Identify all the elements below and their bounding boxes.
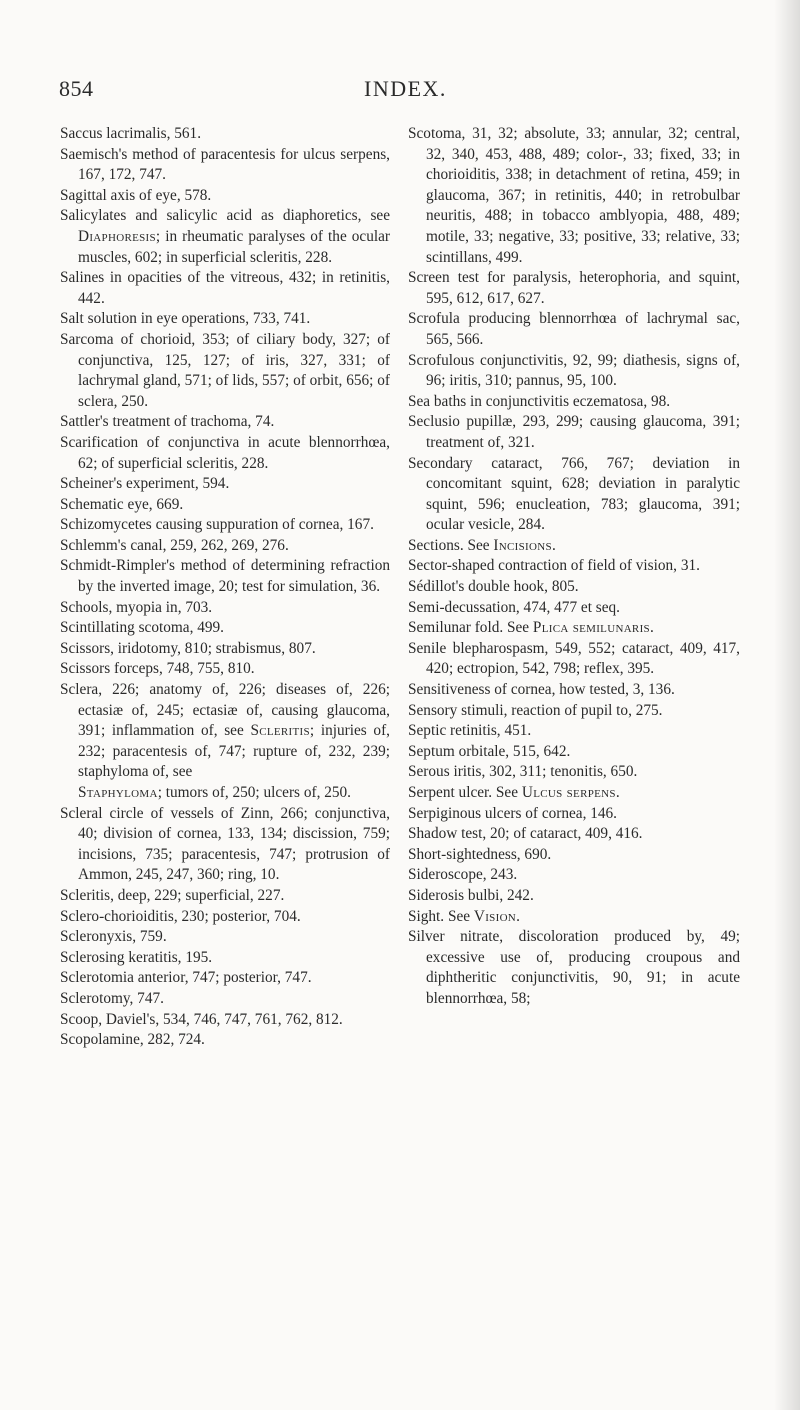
index-entry — [60, 1030, 390, 1051]
page-edge-shadow — [774, 0, 800, 1410]
entry-text: Sclerosing keratitis, 195. — [60, 948, 213, 966]
entry-text: Semi-decussation, 474, 477 et seq. — [408, 598, 620, 616]
entry-text: Scleral circle of vessels of Zinn, 266; conjunctiva, 40; division of cornea, 133, 134; discission, 759; incisions, 735; paracentesis, 747; protrusion of Ammon, 245, 247, 360; ring, 10. — [60, 804, 390, 884]
index-column-left — [60, 124, 390, 1051]
entry-text: Sea baths in conjunctivitis eczematosa, 98. — [408, 392, 671, 410]
entry-text: Shadow test, 20; of cataract, 409, 416. — [408, 825, 643, 843]
index-column-right — [408, 124, 740, 1010]
entry-text: Silver nitrate, discoloration produced by, 49; excessive use of, producing croupous and diphtheritic conjunctivitis, 90, 91; in acute blennorrhœa, 58; — [408, 928, 740, 1007]
index-entry — [408, 577, 740, 598]
entry-text: Septum orbitale, 515, 642. — [408, 742, 571, 760]
cross-reference: Vision — [473, 907, 517, 925]
entry-text: Scopolamine, 282, 724. — [60, 1031, 205, 1049]
entry-text: Sensitiveness of cornea, how tested, 3, 136. — [408, 681, 675, 699]
entry-text: Salt solution in eye operations, 733, 741. — [60, 310, 311, 328]
entry-text: Scissors forceps, 748, 755, 810. — [60, 660, 255, 678]
index-entry — [60, 412, 390, 433]
index-entry — [60, 598, 390, 619]
index-entry — [60, 659, 390, 680]
entry-text: Sclera, 226; anatomy of, 226; diseases of, 226; ectasiæ of, 245; ectasiæ of, causing glaucoma, 391; inflammation of, see — [60, 681, 390, 740]
cross-reference: Plica semilunaris — [532, 619, 650, 637]
entry-text: Senile blepharospasm, 549, 552; cataract, 409, 417, 420; ectropion, 542, 798; reflex, 395. — [408, 639, 740, 678]
index-entry — [408, 927, 740, 1009]
index-entry — [60, 206, 390, 268]
index-entry — [408, 721, 740, 742]
cross-reference: Diaphoresis — [78, 227, 156, 245]
index-entry — [408, 824, 740, 845]
entry-text: Sections. See — [408, 536, 494, 554]
entry-text: Scissors, iridotomy, 810; strabismus, 807. — [60, 639, 316, 657]
index-entry — [408, 598, 740, 619]
index-entry — [408, 680, 740, 701]
entry-text: Scoop, Daviel's, 534, 746, 747, 761, 762, 812. — [60, 1010, 343, 1028]
index-entry — [408, 845, 740, 866]
index-entry — [60, 989, 390, 1010]
running-title: INDEX. — [364, 76, 447, 101]
index-entry — [408, 886, 740, 907]
index-entry — [408, 742, 740, 763]
index-entry — [60, 1010, 390, 1031]
entry-text: Short-sightedness, 690. — [408, 845, 552, 863]
entry-text: Saemisch's method of paracentesis for ulcus serpens, 167, 172, 747. — [60, 145, 390, 184]
index-entry — [408, 783, 740, 804]
entry-text: Sensory stimuli, reaction of pupil to, 275. — [408, 701, 663, 719]
page-header — [0, 76, 800, 106]
entry-text: Scrofulous conjunctivitis, 92, 99; diathesis, signs of, 96; iritis, 310; pannus, 95, 100. — [408, 351, 740, 390]
entry-text: Serous iritis, 302, 311; tenonitis, 650. — [408, 763, 638, 781]
entry-text-continued: . — [551, 536, 556, 554]
entry-text: Scarification of conjunctiva in acute blennorrhœa, 62; of superficial scleritis, 228. — [60, 433, 390, 472]
entry-text: Sight. See — [408, 907, 474, 925]
index-entry — [60, 145, 390, 186]
entry-text: Siderosis bulbi, 242. — [408, 886, 534, 904]
index-entry — [60, 556, 390, 597]
entry-text: Sclerotomia anterior, 747; posterior, 747. — [60, 969, 312, 987]
entry-text-continued: . — [649, 619, 654, 637]
index-entry — [408, 309, 740, 350]
index-entry — [60, 783, 390, 804]
index-entry — [408, 351, 740, 392]
index-entry — [60, 886, 390, 907]
entry-text: Seclusio pupillæ, 293, 299; causing glaucoma, 391; treatment of, 321. — [408, 413, 740, 451]
entry-text: Scheiner's experiment, 594. — [60, 475, 230, 493]
entry-text: Sector-shaped contraction of field of vision, 31. — [408, 557, 700, 575]
entry-text-continued: ; in rheumatic paralyses of the ocular muscles, 602; in superficial scleritis, 228. — [78, 227, 390, 266]
index-entry — [408, 618, 740, 639]
index-entry — [60, 618, 390, 639]
index-entry — [60, 927, 390, 948]
index-entry — [60, 907, 390, 928]
index-entry — [408, 639, 740, 680]
index-entry — [60, 433, 390, 474]
index-entry — [60, 309, 390, 330]
entry-text: Scrofula producing blennorrhœa of lachrymal sac, 565, 566. — [408, 310, 740, 348]
index-entry — [60, 968, 390, 989]
index-entry — [408, 907, 740, 928]
entry-text: Schizomycetes causing suppuration of cornea, 167. — [60, 516, 374, 534]
index-entry — [408, 392, 740, 413]
entry-text: Scleronyxis, 759. — [60, 928, 167, 946]
index-entry — [408, 536, 740, 557]
entry-text-continued: . — [516, 907, 520, 925]
entry-text: Secondary cataract, 766, 767; deviation in concomitant squint, 628; deviation in paralytic squint, 596; enucleation, 783; glaucoma, 391; ocular vesicle, 284. — [408, 454, 740, 534]
index-entry — [408, 412, 740, 453]
entry-text: Schlemm's canal, 259, 262, 269, 276. — [60, 536, 289, 554]
entry-text: Salicylates and salicylic acid as diaphoretics, see — [60, 207, 390, 225]
entry-text: Sédillot's double hook, 805. — [408, 578, 579, 596]
index-entry — [408, 124, 740, 268]
index-entry — [408, 804, 740, 825]
entry-text: Sarcoma of chorioid, 353; of ciliary body, 327; of conjunctiva, 125, 127; of iris, 327, 331; of lachrymal gland, 571; of lids, 557; of orbit, 656; of sclera, 250. — [60, 330, 390, 410]
index-entry — [60, 495, 390, 516]
index-entry — [408, 762, 740, 783]
index-entry — [60, 330, 390, 412]
entry-text: Saccus lacrimalis, 561. — [60, 125, 202, 142]
cross-reference: Incisions — [493, 536, 552, 554]
entry-text: Salines in opacities of the vitreous, 432; in retinitis, 442. — [60, 269, 390, 307]
entry-text: Scleritis, deep, 229; superficial, 227. — [60, 886, 285, 904]
page-number: 854 — [59, 76, 94, 101]
entry-text: Sclero-chorioiditis, 230; posterior, 704. — [60, 907, 301, 925]
entry-text: Scintillating scotoma, 499. — [60, 619, 225, 637]
entry-text: Sclerotomy, 747. — [60, 989, 164, 1007]
entry-text: Serpiginous ulcers of cornea, 146. — [408, 804, 618, 822]
entry-text-continued: . — [615, 784, 620, 801]
entry-text: Scotoma, 31, 32; absolute, 33; annular, 32; central, 32, 340, 453, 488, 489; color-, 33; fixed, 33; in chorioiditis, 338; in detachment of retina, 459; in glaucoma, 367; in retinitis, 440; in retrobulbar neuritis, 488; in tobacco amblyopia, 488, 489; motile, 33; negative, 33; positive, 33; relative, 33; scintillans, 499. — [408, 125, 740, 266]
index-entry — [408, 865, 740, 886]
index-entry — [408, 268, 740, 309]
index-entry — [60, 639, 390, 660]
entry-text: Sideroscope, 243. — [408, 866, 518, 884]
index-entry — [60, 474, 390, 495]
index-entry — [60, 124, 390, 145]
entry-text: Septic retinitis, 451. — [408, 722, 532, 740]
entry-text-continued: ; tumors of, 250; ulcers of, 250. — [157, 784, 351, 801]
entry-text-continued: ; injuries of, 232; paracentesis of, 747; rupture of, 232, 239; staphyloma of, see — [78, 722, 390, 781]
index-entry — [60, 268, 390, 309]
index-entry — [408, 701, 740, 722]
index-entry — [408, 556, 740, 577]
index-entry — [60, 515, 390, 536]
entry-text: Serpent ulcer. See — [408, 784, 522, 801]
entry-text: Screen test for paralysis, heterophoria, and squint, 595, 612, 617, 627. — [408, 269, 740, 307]
cross-reference: Staphyloma — [78, 784, 158, 801]
index-entry — [60, 804, 390, 886]
entry-text: Schmidt-Rimpler's method of determining refraction by the inverted image, 20; test for simulation, 36. — [60, 557, 390, 596]
entry-text: Sagittal axis of eye, 578. — [60, 186, 212, 204]
index-entry — [60, 948, 390, 969]
entry-text: Schools, myopia in, 703. — [60, 598, 213, 616]
entry-text: Semilunar fold. See — [408, 619, 533, 637]
index-entry — [60, 186, 390, 207]
index-entry — [408, 454, 740, 536]
index-entry — [60, 536, 390, 557]
entry-text: Schematic eye, 669. — [60, 495, 184, 513]
index-entry — [60, 680, 390, 783]
cross-reference: Scleritis — [250, 722, 310, 740]
cross-reference: Ulcus serpens — [521, 784, 616, 801]
entry-text: Sattler's treatment of trachoma, 74. — [60, 413, 275, 431]
